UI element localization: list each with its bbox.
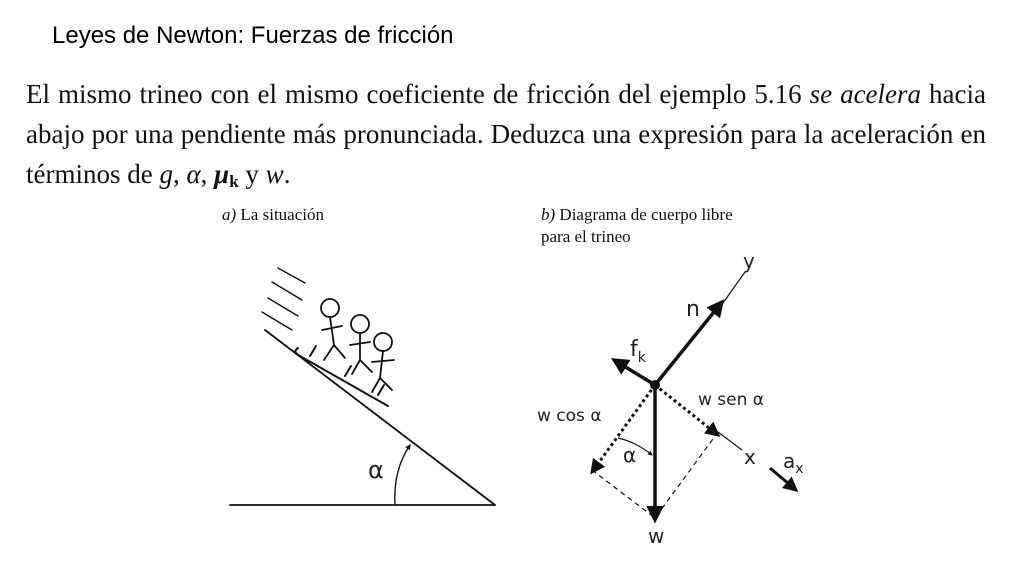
w-cos-label: w cos α: [537, 406, 602, 426]
separator: y: [238, 159, 266, 189]
accel-subscript: x: [795, 461, 804, 477]
friction-subscript: k: [637, 350, 646, 366]
symbol-w: w: [265, 159, 284, 189]
caption-b-line2: para el trineo: [541, 227, 631, 246]
separator: ,: [172, 159, 187, 189]
caption-b-line1: Diagrama de cuerpo libre: [555, 205, 733, 224]
friction-force-arrow[interactable]: [614, 360, 655, 385]
friction-force-label: [630, 337, 647, 366]
x-axis-line: [718, 432, 742, 450]
separator: ,: [200, 159, 215, 189]
accel-letter: a: [783, 449, 796, 473]
w-sin-label: w sen α: [698, 390, 765, 410]
angle-arc: [395, 445, 410, 505]
angle-alpha-b: α: [623, 443, 637, 467]
friction-letter: f: [630, 337, 638, 362]
caption-a-text: La situación: [236, 205, 324, 224]
acceleration-label: [783, 449, 804, 477]
angle-alpha-a: α: [368, 456, 384, 484]
body-point: [650, 380, 660, 390]
symbol-alpha: α: [186, 159, 201, 189]
riders: [321, 299, 394, 392]
x-axis-label: x: [744, 445, 756, 469]
period: .: [283, 159, 291, 189]
incline-scene: [230, 268, 495, 505]
y-axis-label: y: [743, 249, 755, 273]
symbol-mu-subscript: k: [229, 172, 239, 191]
motion-lines: [262, 268, 305, 330]
symbol-mu: μ: [214, 159, 230, 189]
weight-label: w: [648, 524, 665, 548]
symbol-g: g: [159, 159, 173, 189]
problem-text-2: hacia abajo por una pendiente más pronunciada. Deduzca una expresión para la aceleración en términos de: [26, 79, 987, 189]
normal-force-label: n: [686, 297, 700, 322]
caption-b-letter: b): [541, 205, 556, 224]
problem-text-1: El mismo trineo con el mismo coeficiente de fricción del ejemplo 5.16: [26, 79, 810, 109]
caption-a-letter: a): [222, 205, 237, 224]
problem-italic-text: se acelera: [809, 79, 922, 109]
slide-title: Leyes de Newton: Fuerzas de fricción: [52, 22, 454, 49]
